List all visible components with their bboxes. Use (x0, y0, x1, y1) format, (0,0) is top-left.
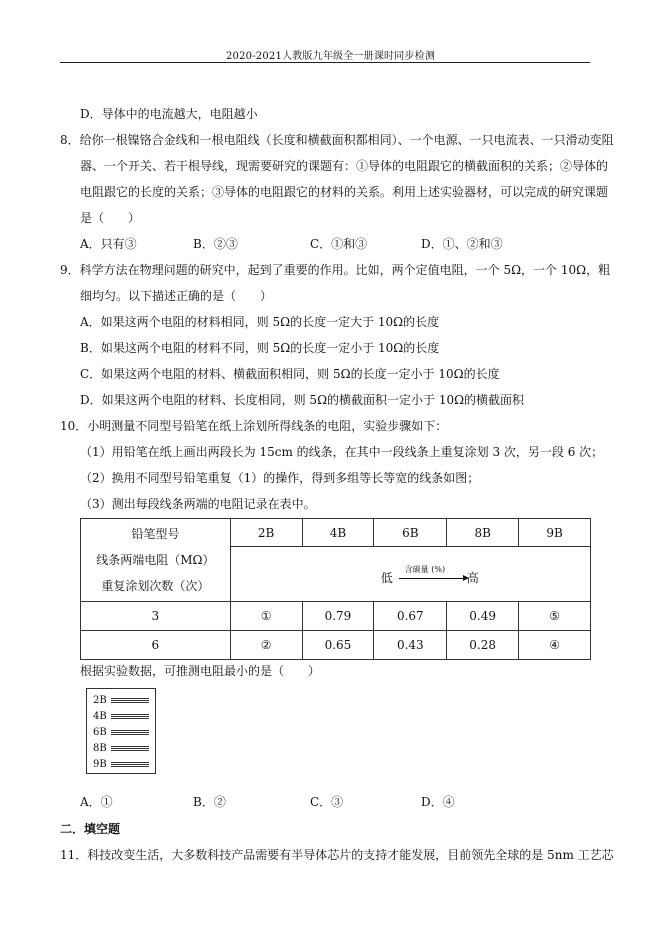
q10-option-c: C．③ (310, 795, 344, 809)
q11-line: 11．科技改变生活，大多数科技产品需要有半导体芯片的支持才能发展，目前领先全球的是 5nm 工艺芯 (60, 848, 614, 862)
table-cell: ⑤ (519, 602, 591, 631)
page-header: 2020-2021人教版九年级全一册课时同步检测 (225, 51, 436, 62)
q8-option-d: D．①、②和③ (421, 237, 503, 251)
carbon-low-label: 低 (380, 571, 393, 585)
q8-line: 器、一个开关、若干根导线，现需要研究的课题有：①导体的电阻跟它的横截面积的关系；②导体的 (80, 159, 609, 173)
q8-line: 电阻跟它的长度的关系；③导体的电阻跟它的材料的关系。利用上述实验器材，可以完成的研究课题 (80, 185, 609, 199)
row-header-line: 线条两端电阻（MΩ） (96, 553, 215, 567)
count-cell: 6 (81, 631, 231, 660)
pencil-stroke-icon (111, 746, 149, 752)
q8-option-a: A．只有③ (80, 237, 137, 251)
grade-header: 4B (302, 519, 374, 547)
figure-grade-label: 6B (93, 727, 107, 738)
q9-option-d: D．如果这两个电阻的材料、长度相同，则 5Ω的横截面积一定小于 10Ω的横截面积 (80, 393, 525, 407)
grade-header: 2B (230, 519, 302, 547)
count-cell: 3 (81, 602, 231, 631)
q10-step-2: （2）换用不同型号铅笔重复（1）的操作，得到多组等长等宽的线条如图； (80, 471, 480, 485)
q10-prompt: 根据实验数据，可推测电阻最小的是（ ） (80, 664, 321, 678)
table-cell: ④ (519, 631, 591, 660)
row-header-line: 重复涂划次数（次） (101, 579, 210, 593)
q7-option-d: D．导体中的电流越大，电阻越小 (80, 107, 258, 121)
q10-step-3: （3）测出每段线条两端的电阻记录在表中。 (80, 497, 316, 511)
pencil-lines-figure (86, 688, 156, 774)
table-cell: 0.28 (447, 631, 519, 660)
q9-option-a: A．如果这两个电阻的材料相同，则 5Ω的长度一定大于 10Ω的长度 (80, 315, 440, 329)
figure-grade-label: 2B (93, 695, 107, 706)
row-header-cell (81, 519, 231, 602)
q10-data-table (80, 518, 591, 660)
q9-option-c: C．如果这两个电阻的材料、横截面积相同，则 5Ω的长度一定小于 10Ω的长度 (80, 367, 500, 381)
q10-step-1: （1）用铅笔在纸上画出两段长为 15cm 的线条，在其中一段线条上重复涂划 3 次，另一段 6 次； (80, 445, 604, 459)
header-rule (60, 62, 590, 63)
table-cell: ① (230, 602, 302, 631)
row-header-line: 铅笔型号 (131, 527, 180, 541)
q10-option-a: A．① (80, 795, 113, 809)
carbon-content-cell (230, 547, 590, 602)
figure-grade-label: 4B (93, 711, 107, 722)
grade-header: 8B (447, 519, 519, 547)
grade-header: 9B (519, 519, 591, 547)
q10-line: 10．小明测量不同型号铅笔在纸上涂划所得线条的电阻，实验步骤如下： (60, 419, 448, 433)
table-cell: 0.79 (302, 602, 374, 631)
q9-option-b: B．如果这两个电阻的材料不同，则 5Ω的长度一定小于 10Ω的长度 (80, 341, 440, 355)
carbon-axis-label: 含碳量 (%) (404, 565, 446, 574)
figure-grade-label: 8B (93, 743, 107, 754)
table-cell: ② (230, 631, 302, 660)
q10-option-d: D．④ (421, 795, 455, 809)
pencil-stroke-icon (111, 714, 149, 720)
table-cell: 0.65 (302, 631, 374, 660)
q8-line: 是（ ） (80, 211, 141, 225)
q9-line: 细均匀。以下描述正确的是（ ） (80, 289, 273, 303)
table-cell: 0.49 (447, 602, 519, 631)
q8-option-b: B．②③ (193, 237, 238, 251)
q8-option-c: C．①和③ (310, 237, 368, 251)
q9-line: 9．科学方法在物理问题的研究中，起到了重要的作用。比如，两个定值电阻，一个 5Ω，一个 10Ω，粗 (60, 263, 611, 277)
q8-line: 8．给你一根镍铬合金线和一根电阻线（长度和横截面积都相同）、一个电源、一只电流表、一只滑动变阻 (60, 133, 614, 147)
carbon-arrow-icon (399, 578, 467, 579)
carbon-high-label: 高 (466, 571, 479, 585)
pencil-stroke-icon (111, 730, 149, 736)
grade-header: 6B (374, 519, 447, 547)
section-title: 二．填空题 (60, 822, 121, 836)
pencil-stroke-icon (111, 762, 149, 768)
pencil-stroke-icon (111, 698, 149, 704)
table-cell: 0.67 (374, 602, 447, 631)
table-cell: 0.43 (374, 631, 447, 660)
q10-option-b: B．② (193, 795, 226, 809)
figure-grade-label: 9B (93, 759, 107, 770)
